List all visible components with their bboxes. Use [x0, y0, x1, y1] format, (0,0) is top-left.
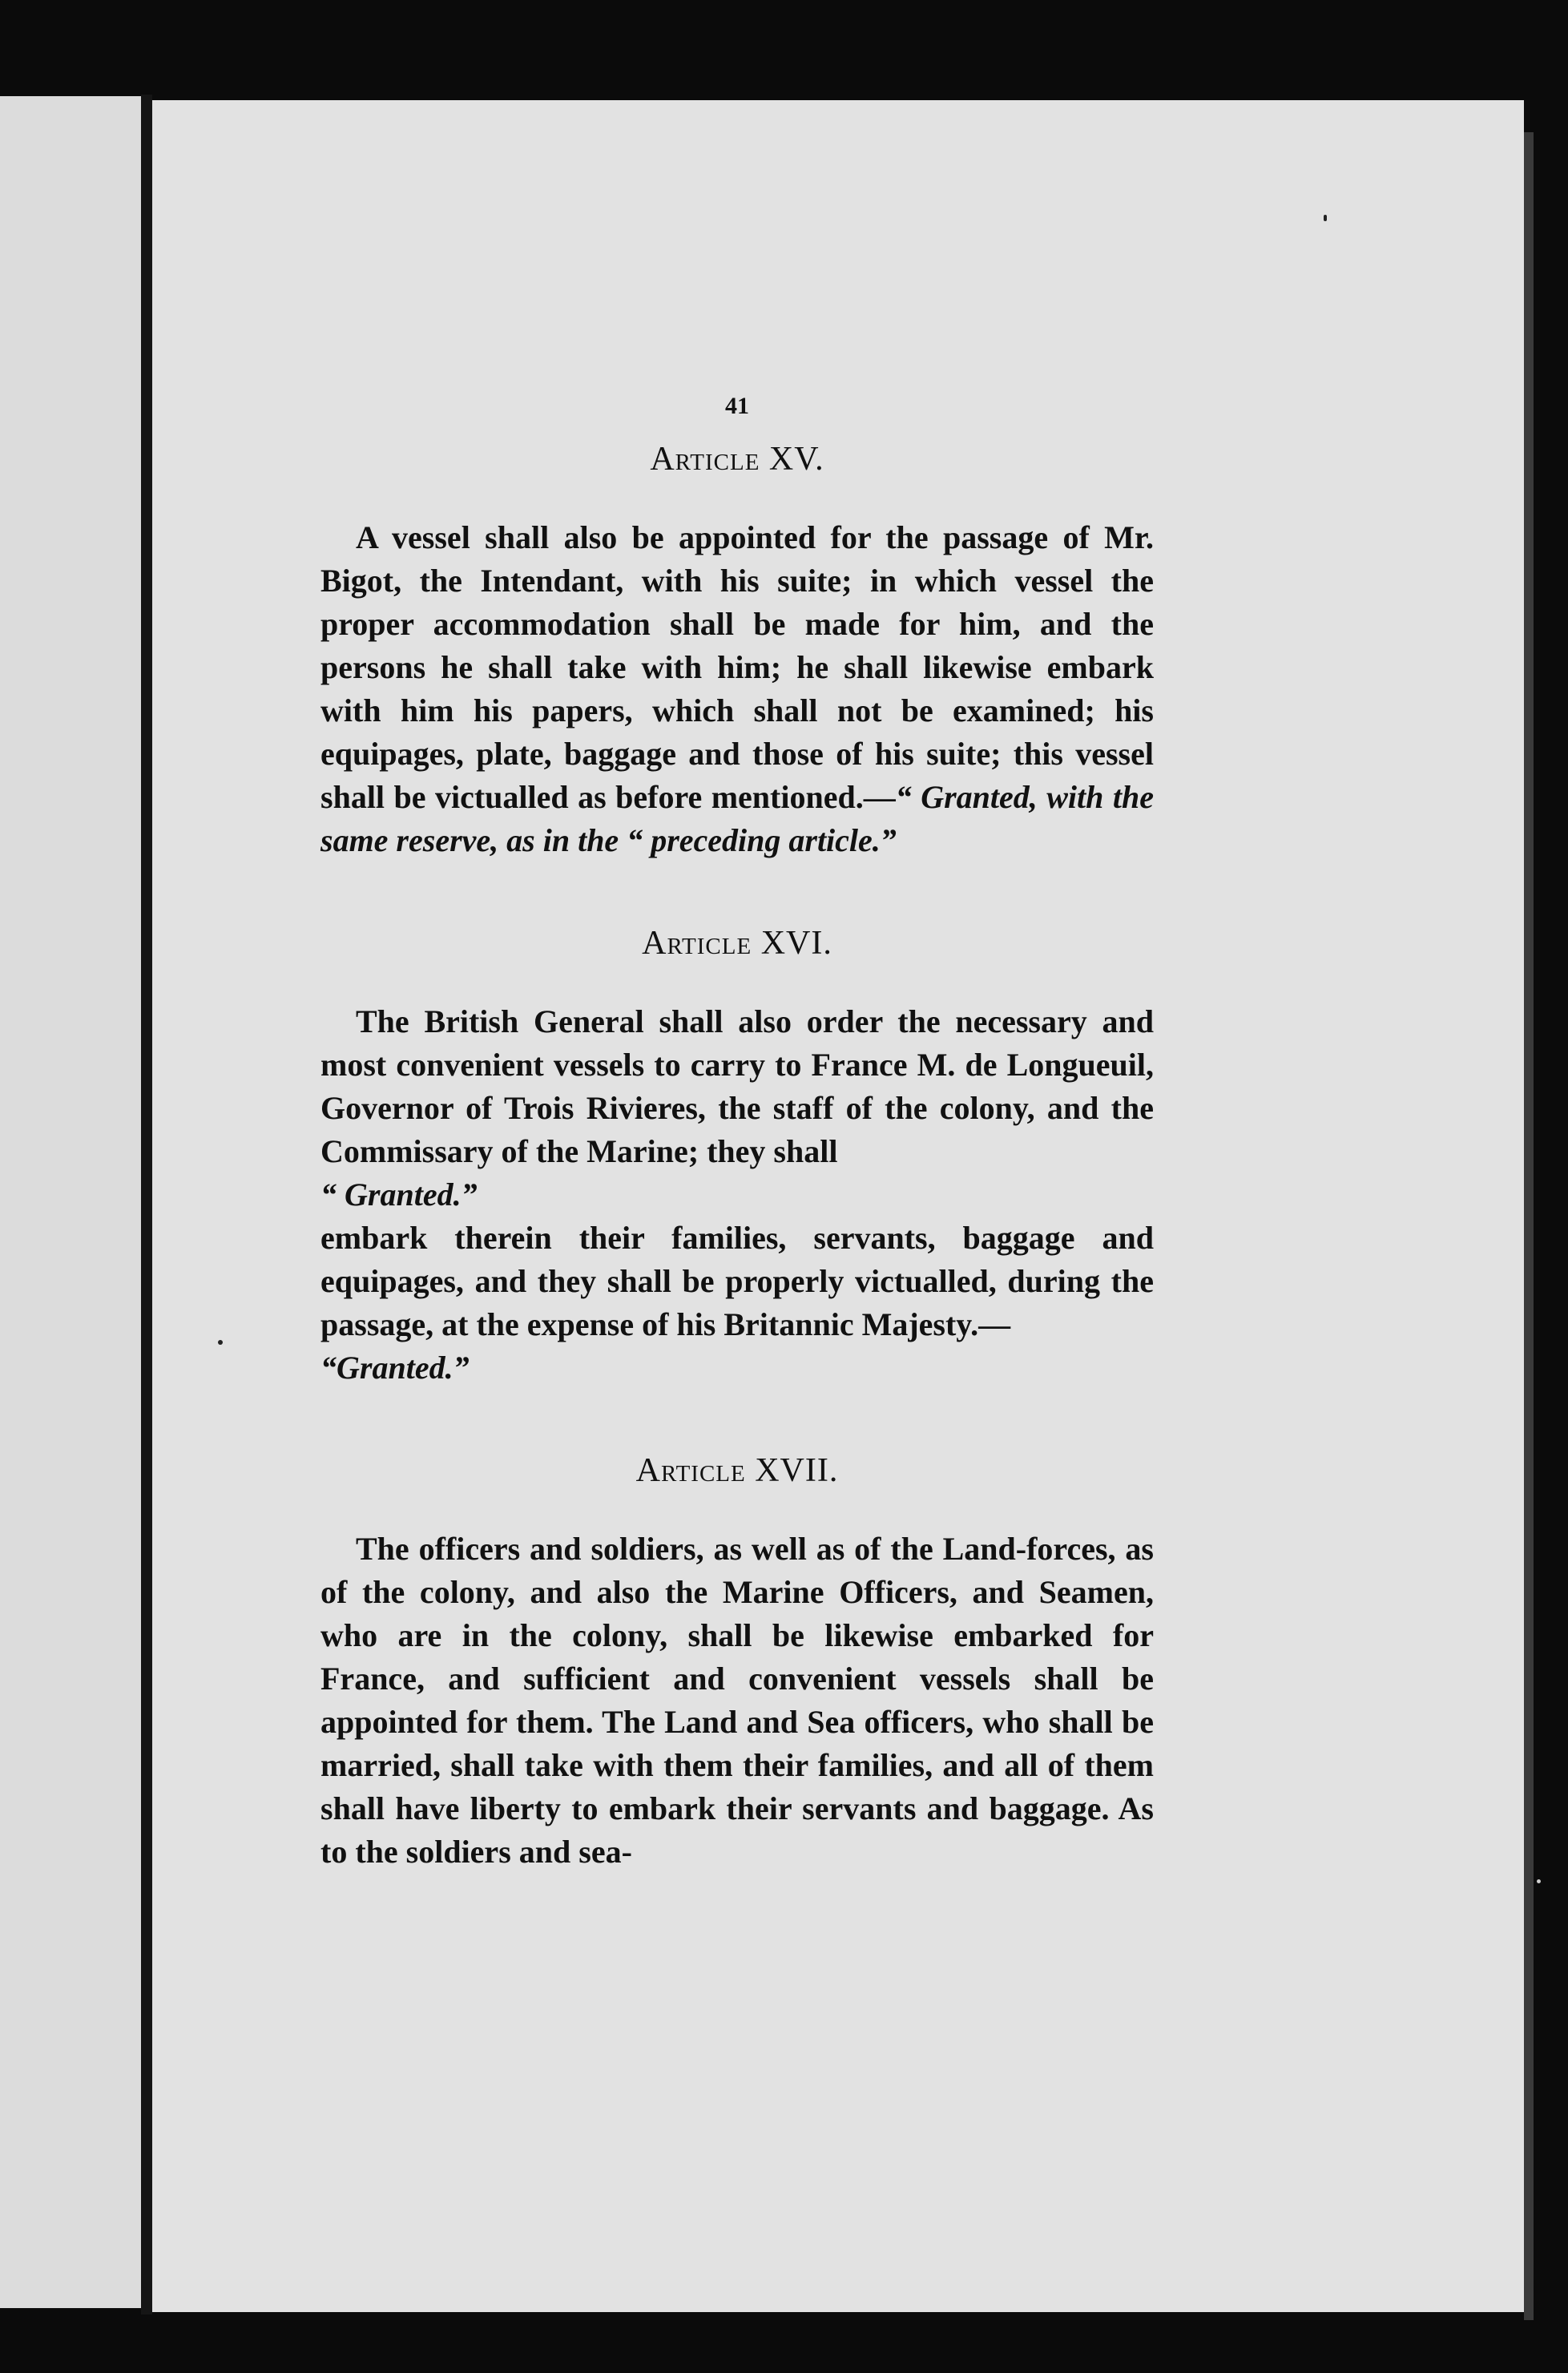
article-text: embark therein their families, servants, baggage and equipages, and they shall be properly victualled, during the passage, at the expense of his Britannic Majesty.—	[320, 1220, 1154, 1342]
article-body	[320, 516, 1154, 862]
scan-speck	[218, 1340, 223, 1345]
scan-speck	[1324, 215, 1327, 221]
article-text: A vessel shall also be appointed for the passage of Mr. Bigot, the Intendant, with his suite; in which vessel the proper accommodation shall be made for him, and the persons he shall take with him; he shall likewise embark with him his papers, which shall not be examined; his equipages, plate, baggage and those of his suite; this vessel shall be victualled as before mentioned.—	[320, 519, 1154, 815]
page-edge-shadow	[1524, 132, 1534, 2320]
article-reply: “ Granted, with the same reserve, as in the “ preceding article.”	[320, 779, 1154, 858]
article-heading: Article XV.	[650, 441, 824, 478]
article-reply: “Granted.”	[320, 1350, 470, 1386]
article-body-continued	[320, 1217, 1154, 1390]
article-heading: Article XVII.	[635, 1452, 839, 1489]
left-page-edge	[0, 96, 148, 2308]
article-body: The officers and soldiers, as well as of the Land-forces, as of the colony, and also the Marine Officers, and Seamen, who are in the colony, shall be likewise embarked for France, and sufficient and convenient vessels shall be appointed for them. The Land and Sea officers, who shall be married, shall take with them their families, and all of them shall have liberty to embark their servants and baggage. As to the soldiers and sea-	[320, 1531, 1154, 1870]
article-body: The British General shall also order the necessary and most convenient vessels to carry to France M. de Longueuil, Governor of Trois Rivieres, the staff of the colony, and the Commissary of the Marine; they shall	[320, 1003, 1154, 1169]
scan-speck	[1537, 1879, 1541, 1883]
marginal-reply: “ Granted.”	[320, 1176, 478, 1213]
article-heading: Article XVI.	[642, 925, 832, 962]
page-number: 41	[725, 393, 749, 419]
book-gutter	[141, 95, 152, 2314]
page-text	[320, 385, 1154, 1874]
